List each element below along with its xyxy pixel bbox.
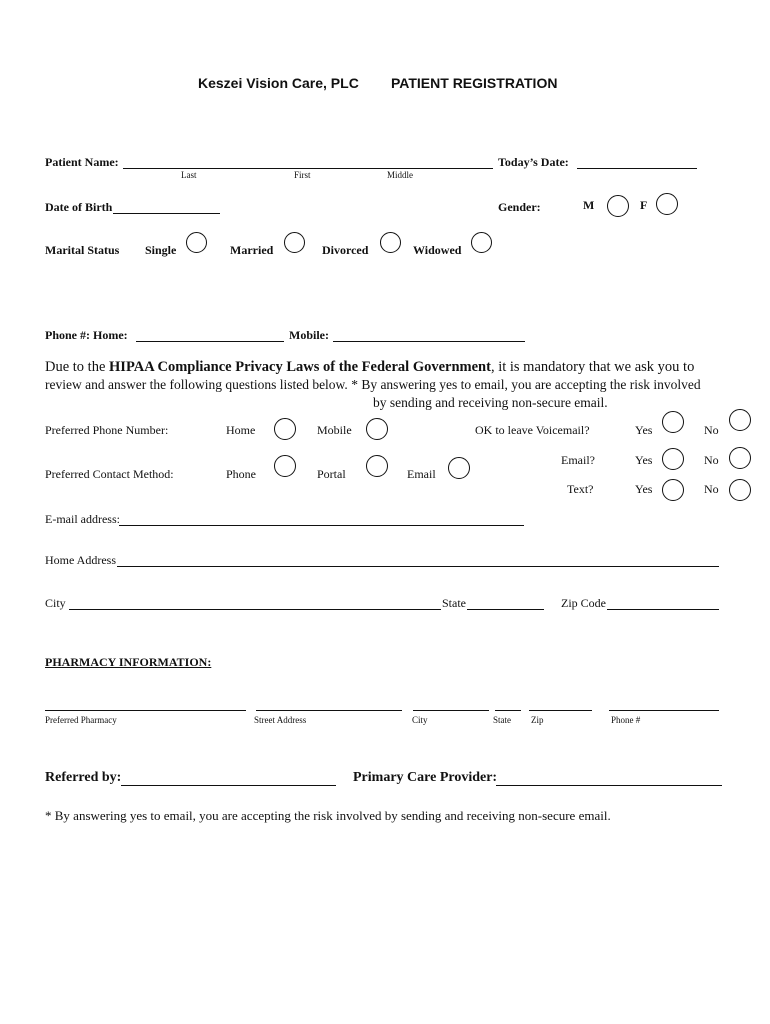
state-field[interactable] bbox=[467, 609, 544, 610]
marital-status-label: Marital Status bbox=[45, 243, 120, 257]
dob-label: Date of Birth bbox=[45, 200, 113, 214]
text-no-label: No bbox=[704, 482, 719, 496]
hipaa-text-pre: Due to the bbox=[45, 359, 110, 375]
dob-field[interactable] bbox=[113, 213, 220, 214]
contact-phone-label: Phone bbox=[226, 467, 256, 481]
pharmacy-city-caption: City bbox=[412, 715, 428, 725]
phone-home-field[interactable] bbox=[136, 341, 284, 342]
pharmacy-preferred-caption: Preferred Pharmacy bbox=[45, 715, 117, 725]
pharmacy-zip-field[interactable] bbox=[529, 710, 592, 711]
voicemail-yes-label: Yes bbox=[635, 423, 653, 437]
email-risk-footnote: * By answering yes to email, you are accepting the risk involved by sending and receiving non-secure email. bbox=[45, 808, 611, 823]
marital-divorced-label: Divorced bbox=[322, 243, 369, 257]
pharmacy-zip-caption: Zip bbox=[531, 715, 544, 725]
hipaa-notice-line1 bbox=[45, 359, 694, 376]
email-address-field[interactable] bbox=[119, 525, 524, 526]
pharmacy-street-caption: Street Address bbox=[254, 715, 307, 725]
home-address-field[interactable] bbox=[117, 566, 719, 567]
contact-email-label: Email bbox=[407, 467, 436, 481]
text-question: Text? bbox=[567, 482, 594, 496]
email-yes-label: Yes bbox=[635, 453, 653, 467]
middle-name-caption: Middle bbox=[387, 170, 413, 180]
voicemail-yes-radio[interactable] bbox=[662, 411, 684, 433]
referred-by-field[interactable] bbox=[121, 785, 336, 786]
text-yes-label: Yes bbox=[635, 482, 653, 496]
preferred-phone-home-label: Home bbox=[226, 423, 256, 437]
gender-m-label: M bbox=[583, 198, 595, 212]
marital-single-label: Single bbox=[145, 243, 177, 257]
marital-married-radio[interactable] bbox=[284, 232, 305, 253]
contact-portal-radio[interactable] bbox=[366, 455, 388, 477]
email-address-label: E-mail address: bbox=[45, 512, 120, 526]
gender-f-label: F bbox=[640, 198, 648, 212]
pharmacy-phone-field[interactable] bbox=[609, 710, 719, 711]
pharmacy-heading: PHARMACY INFORMATION: bbox=[45, 655, 212, 669]
clinic-name: Keszei Vision Care, PLC bbox=[198, 75, 359, 91]
zip-code-field[interactable] bbox=[607, 609, 719, 610]
text-no-radio[interactable] bbox=[729, 479, 751, 501]
hipaa-text-post: , it is mandatory that we ask you to bbox=[490, 359, 695, 375]
marital-married-label: Married bbox=[230, 243, 274, 257]
marital-divorced-radio[interactable] bbox=[380, 232, 401, 253]
patient-name-field[interactable] bbox=[123, 168, 493, 169]
referred-by-label: Referred by: bbox=[45, 770, 122, 785]
email-no-radio[interactable] bbox=[729, 447, 751, 469]
email-no-label: No bbox=[704, 453, 719, 467]
voicemail-question: OK to leave Voicemail? bbox=[475, 423, 590, 437]
form-title: PATIENT REGISTRATION bbox=[391, 75, 558, 91]
text-yes-radio[interactable] bbox=[662, 479, 684, 501]
preferred-phone-home-radio[interactable] bbox=[274, 418, 296, 440]
phone-mobile-field[interactable] bbox=[333, 341, 525, 342]
hipaa-review-text: review and answer the following questions listed below. bbox=[45, 377, 348, 392]
contact-portal-label: Portal bbox=[317, 467, 346, 481]
phone-home-label: Phone #: Home: bbox=[45, 328, 128, 342]
hipaa-notice-line3: by sending and receiving non-secure email. bbox=[373, 395, 608, 410]
hipaa-email-risk: * By answering yes to email, you are accepting the risk involved bbox=[347, 377, 701, 392]
contact-email-radio[interactable] bbox=[448, 457, 470, 479]
pharmacy-state-caption: State bbox=[493, 715, 511, 725]
marital-widowed-label: Widowed bbox=[413, 243, 462, 257]
pharmacy-street-field[interactable] bbox=[256, 710, 402, 711]
preferred-phone-mobile-radio[interactable] bbox=[366, 418, 388, 440]
primary-care-field[interactable] bbox=[496, 785, 722, 786]
home-address-label: Home Address bbox=[45, 553, 116, 567]
preferred-phone-mobile-label: Mobile bbox=[317, 423, 352, 437]
last-name-caption: Last bbox=[181, 170, 197, 180]
voicemail-no-label: No bbox=[704, 423, 719, 437]
city-label: City bbox=[45, 596, 66, 610]
contact-phone-radio[interactable] bbox=[274, 455, 296, 477]
marital-widowed-radio[interactable] bbox=[471, 232, 492, 253]
todays-date-label: Today’s Date: bbox=[498, 155, 569, 169]
marital-single-radio[interactable] bbox=[186, 232, 207, 253]
gender-label: Gender: bbox=[498, 200, 541, 214]
gender-f-radio[interactable] bbox=[656, 193, 678, 215]
pharmacy-preferred-field[interactable] bbox=[45, 710, 246, 711]
first-name-caption: First bbox=[294, 170, 311, 180]
zip-code-label: Zip Code bbox=[561, 596, 606, 610]
pharmacy-phone-caption: Phone # bbox=[611, 715, 641, 725]
gender-m-radio[interactable] bbox=[607, 195, 629, 217]
hipaa-law-name: HIPAA Compliance Privacy Laws of the Federal Government bbox=[109, 359, 491, 375]
phone-mobile-label: Mobile: bbox=[289, 328, 329, 342]
pharmacy-city-field[interactable] bbox=[413, 710, 489, 711]
hipaa-notice-line2 bbox=[45, 377, 701, 393]
primary-care-label: Primary Care Provider: bbox=[353, 770, 498, 785]
patient-name-label: Patient Name: bbox=[45, 155, 119, 169]
city-field[interactable] bbox=[69, 609, 441, 610]
preferred-phone-label: Preferred Phone Number: bbox=[45, 423, 169, 437]
email-question: Email? bbox=[561, 453, 595, 467]
pharmacy-state-field[interactable] bbox=[495, 710, 521, 711]
state-label: State bbox=[442, 596, 466, 610]
email-yes-radio[interactable] bbox=[662, 448, 684, 470]
preferred-contact-label: Preferred Contact Method: bbox=[45, 467, 174, 481]
todays-date-field[interactable] bbox=[577, 168, 697, 169]
voicemail-no-radio[interactable] bbox=[729, 409, 751, 431]
